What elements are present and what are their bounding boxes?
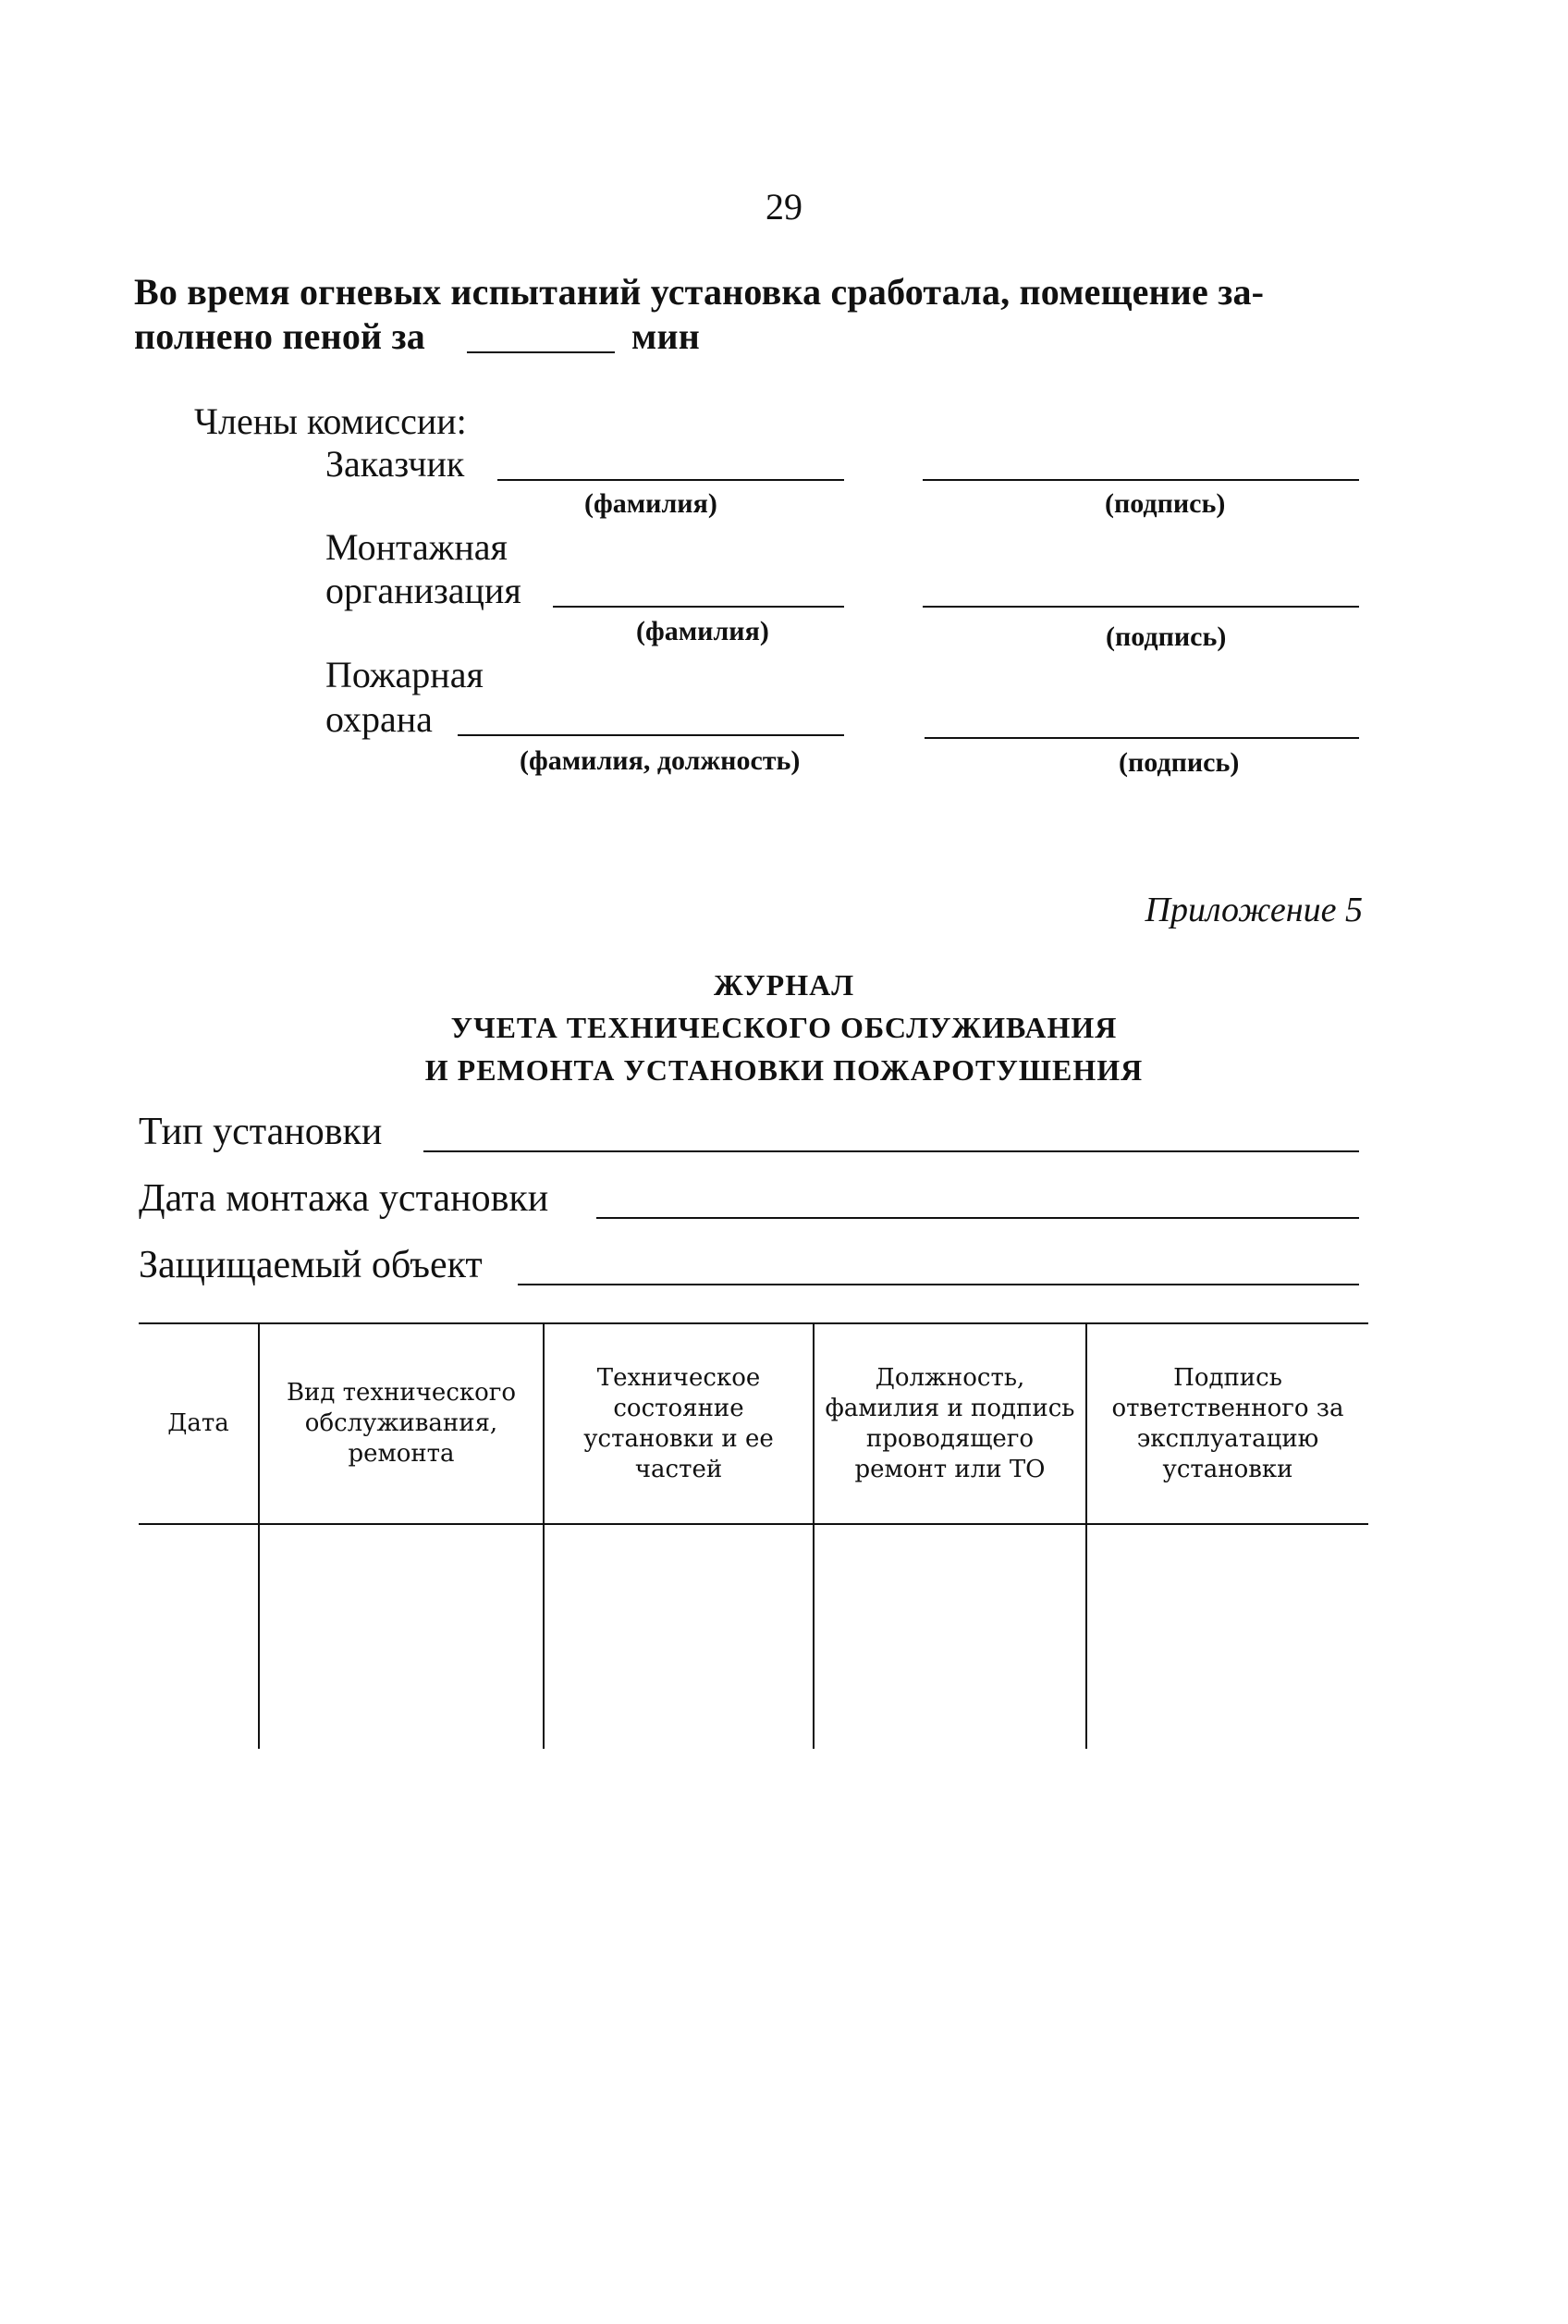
installer-signature-caption: (подпись) [1106, 621, 1227, 652]
page-number: 29 [766, 186, 802, 227]
field-protected-object-line [518, 1284, 1359, 1285]
col-header-responsible-signature: Подпись ответственного за эксплуатацию установки [1086, 1323, 1368, 1524]
field-protected-object-label: Защищаемый объект [139, 1244, 483, 1286]
table-cell [139, 1524, 259, 1749]
customer-signature-line [923, 479, 1359, 481]
journal-title-line-3: И РЕМОНТА УСТАНОВКИ ПОЖАРОТУШЕНИЯ [424, 1053, 1144, 1087]
table-cell [1086, 1524, 1368, 1749]
table-cell [544, 1524, 814, 1749]
appendix-label: Приложение 5 [1145, 891, 1363, 929]
col-header-technical-state: Техническое состояние установки и ее частей [544, 1323, 814, 1524]
intro-line-2-unit: мин [631, 315, 700, 357]
member-fire-label-1: Пожарная [325, 654, 484, 695]
journal-title-line-2: УЧЕТА ТЕХНИЧЕСКОГО ОБСЛУЖИВАНИЯ [450, 1011, 1118, 1044]
fire-signature-line [925, 737, 1359, 739]
installer-name-line [553, 606, 844, 608]
commission-heading: Члены комиссии: [194, 400, 467, 442]
field-mount-date-label: Дата монтажа установки [139, 1177, 549, 1220]
fire-name-caption: (фамилия, должность) [520, 745, 801, 776]
field-mount-date-line [596, 1217, 1359, 1219]
intro-line-1: Во время огневых испытаний установка сработала, помещение за- [134, 271, 1265, 313]
table-cell [814, 1524, 1086, 1749]
customer-name-line [497, 479, 844, 481]
fire-signature-caption: (подпись) [1119, 747, 1240, 778]
member-installer-label-1: Монтажная [325, 526, 508, 568]
journal-title-line-1: ЖУРНАЛ [713, 968, 855, 1002]
col-header-date: Дата [139, 1323, 259, 1524]
member-fire-label-2: охрана [325, 698, 433, 740]
member-customer-label: Заказчик [325, 443, 465, 485]
installer-signature-line [923, 606, 1359, 608]
journal-header-row [139, 1323, 1368, 1524]
field-installation-type-line [423, 1150, 1359, 1152]
journal-table [139, 1322, 1368, 1749]
field-installation-type-label: Тип установки [139, 1111, 383, 1153]
col-header-service-type: Вид технического обслуживания, ремонта [259, 1323, 544, 1524]
fire-name-line [458, 734, 844, 736]
journal-empty-row [139, 1524, 1368, 1749]
member-installer-label-2: организация [325, 570, 521, 611]
col-header-performer: Должность, фамилия и подпись проводящего ремонт или ТО [814, 1323, 1086, 1524]
minutes-blank-line [467, 351, 615, 353]
installer-name-caption: (фамилия) [636, 616, 769, 646]
customer-signature-caption: (подпись) [1105, 488, 1226, 519]
intro-line-2-start: полнено пеной за [134, 315, 425, 357]
customer-name-caption: (фамилия) [584, 488, 717, 519]
table-cell [259, 1524, 544, 1749]
